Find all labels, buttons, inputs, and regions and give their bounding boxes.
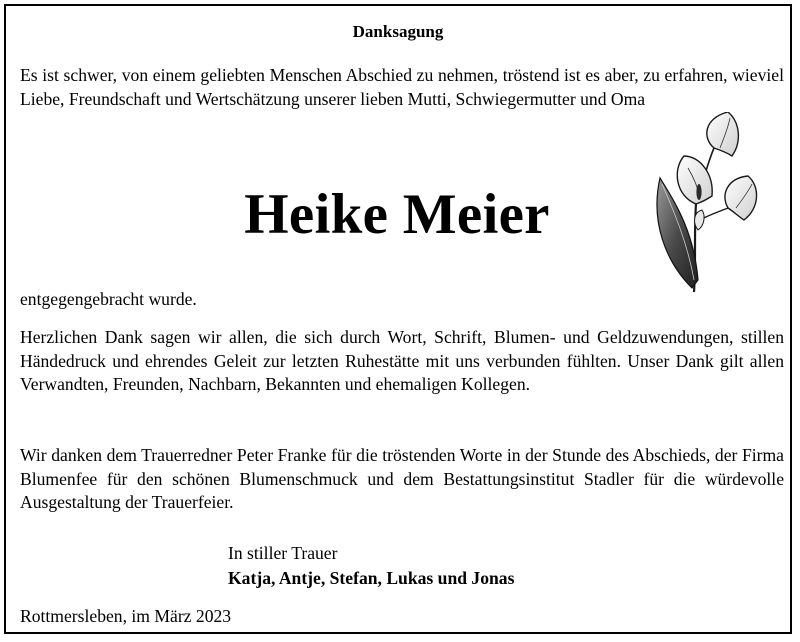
signature-names: Katja, Antje, Stefan, Lukas und Jonas <box>228 568 515 588</box>
obituary-notice <box>4 4 792 634</box>
notice-heading: Danksagung <box>352 22 444 41</box>
special-thanks-paragraph: Wir danken dem Trauerredner Peter Franke für die tröstenden Worte in der Stunde des Abschieds, der Firma Blumenfee für den schönen Blumenschmuck und dem Bestattungsinstitut Stadler für die würdevolle Ausgestaltung der Trauerfeier. <box>20 445 784 512</box>
signature-intro: In stiller Trauer <box>228 543 338 563</box>
place-date: Rottmersleben, im März 2023 <box>20 606 232 626</box>
calla-lily-icon <box>636 112 764 294</box>
thanks-paragraph: Herzlichen Dank sagen wir allen, die sich durch Wort, Schrift, Blumen- und Geldzuwendungen, stillen Händedruck und ehrendes Geleit zur letzten Ruhestätte mit uns verbunden fühlten. Unser Dank gilt allen Verwandten, Freunden, Nachbarn, Bekannten und ehemaligen Kollegen. <box>20 327 784 394</box>
after-name-text: entgegengebracht wurde. <box>20 289 197 309</box>
intro-paragraph: Es ist schwer, von einem geliebten Menschen Abschied zu nehmen, tröstend ist es aber, zu erfahren, wieviel Liebe, Freundschaft und Wertschätzung unserer lieben Mutti, Schwiegermutter und Oma <box>20 65 784 109</box>
deceased-name: Heike Meier <box>244 183 550 246</box>
